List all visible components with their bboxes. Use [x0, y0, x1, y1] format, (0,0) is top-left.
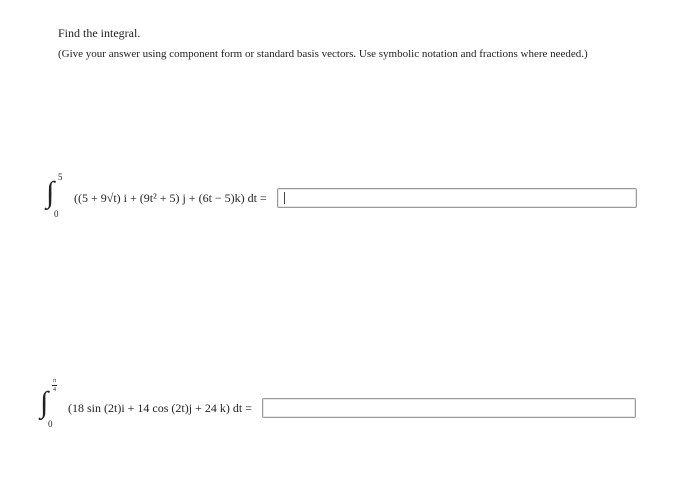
answer-field-wrapper: [267, 188, 637, 208]
upper-limit-numerator: π: [52, 378, 57, 384]
answer-field-wrapper: [252, 398, 636, 418]
integral-sign: ∫: [40, 386, 49, 419]
upper-limit-denominator: 4: [53, 387, 56, 393]
integrand-expression: (18 sin (2t)i + 14 cos (2t)j + 24 k) dt =: [68, 400, 252, 415]
fraction-bar: [52, 385, 57, 386]
answer-input-1[interactable]: [277, 188, 637, 208]
problem-1: [44, 172, 637, 220]
upper-limit: 5: [58, 172, 63, 182]
lower-limit: 0: [54, 209, 59, 219]
integral-symbol: [38, 378, 60, 430]
integrand-expression: ((5 + 9√t) i + (9t² + 5) j + (6t − 5)k) dt =: [74, 190, 267, 205]
lower-limit: 0: [48, 419, 53, 429]
integral-sign: ∫: [46, 176, 55, 209]
answer-input-2[interactable]: [262, 398, 636, 418]
text-cursor: [284, 192, 285, 204]
question-instructions: (Give your answer using component form or standard basis vectors. Use symbolic notation and fractions where needed.): [58, 48, 588, 60]
question-prompt: Find the integral.: [58, 26, 141, 40]
upper-limit-fraction: [52, 378, 57, 393]
integral-symbol: [44, 172, 66, 220]
problem-2: [38, 378, 636, 430]
